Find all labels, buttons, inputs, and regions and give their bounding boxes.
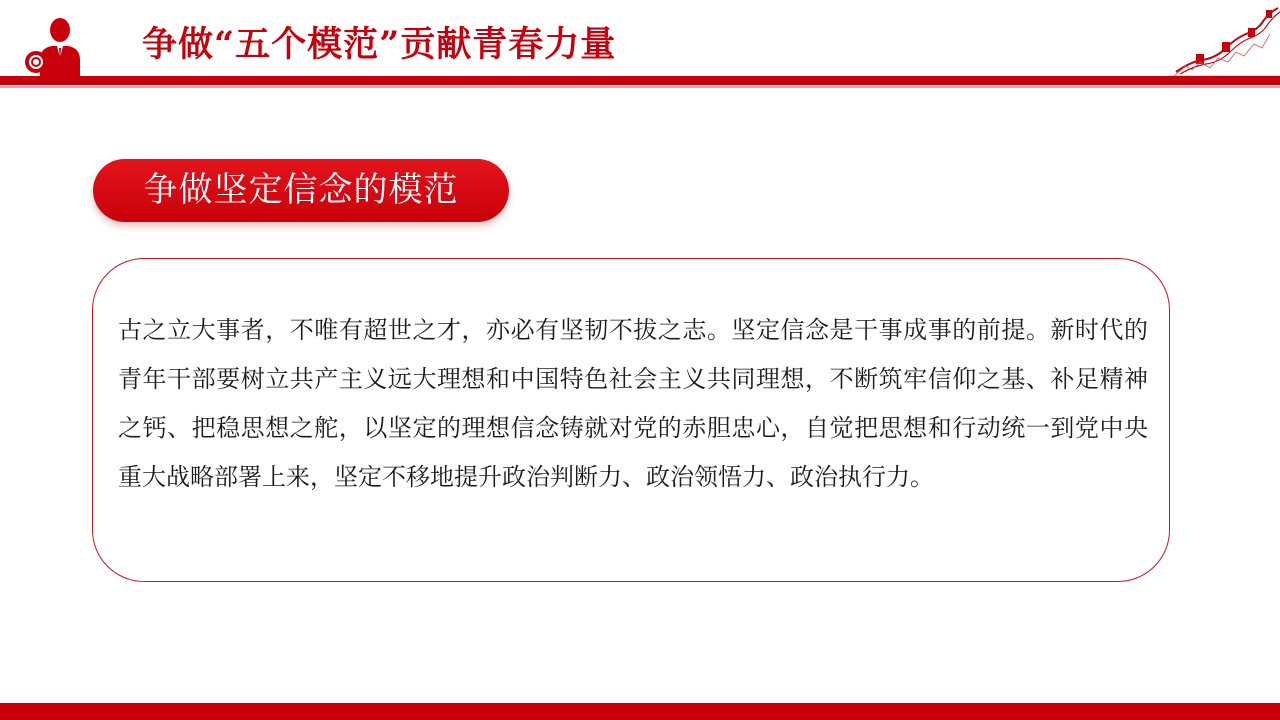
content-card <box>92 258 1170 582</box>
person-with-magnifier-icon <box>20 14 86 80</box>
header-divider-shadow <box>0 86 1280 88</box>
page-title: 争做“五个模范”贡献青春力量 <box>142 24 617 65</box>
great-wall-icon <box>1170 4 1280 76</box>
section-heading: 争做坚定信念的模范 <box>143 170 459 210</box>
footer-bar <box>0 703 1280 720</box>
section-heading-badge <box>93 159 509 222</box>
body-paragraph: 古之立大事者，不唯有超世之才，亦必有坚韧不拔之志。坚定信念是干事成事的前提。新时代的青年干部要树立共产主义远大理想和中国特色社会主义共同理想，不断筑牢信仰之基、补足精神之钙、把稳思想之舵，以坚定的理想信念铸就对党的赤胆忠心，自觉把思想和行动统一到党中央重大战略部署上来，坚定不移地提升政治判断力、政治领悟力、政治执行力。 <box>118 316 1148 491</box>
header-divider <box>0 76 1280 85</box>
